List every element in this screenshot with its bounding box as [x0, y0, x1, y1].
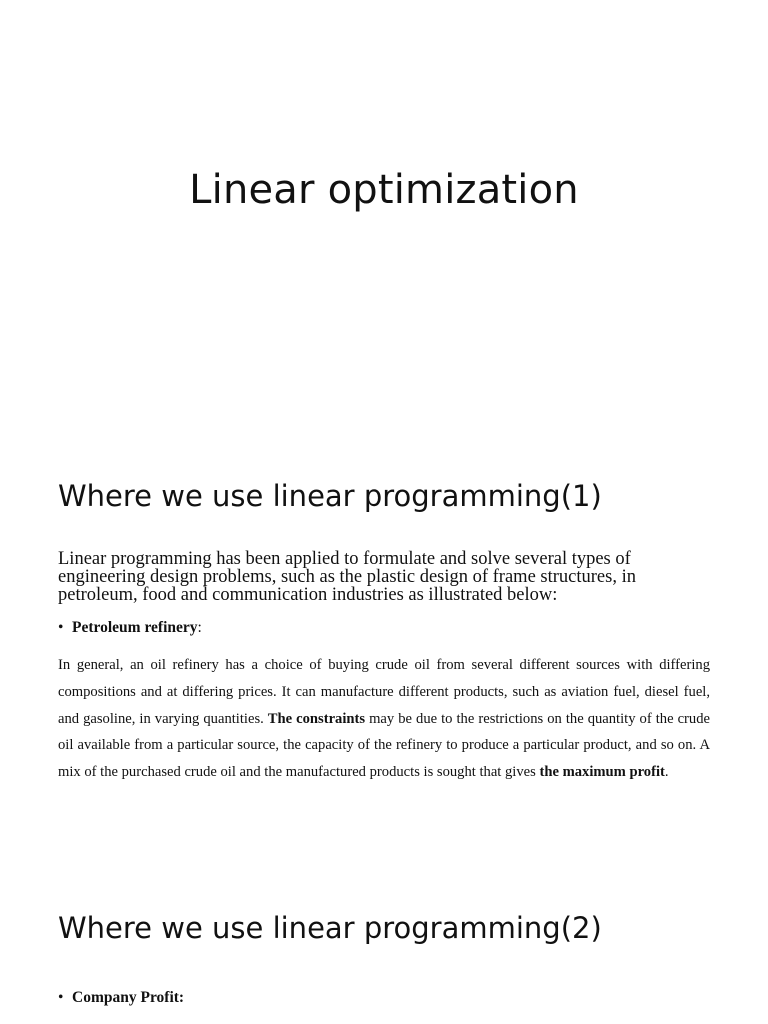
paragraph-end: .: [664, 764, 669, 781]
bullet-marker: •: [58, 989, 64, 1006]
slide-heading: Where we use linear programming(2): [58, 911, 602, 945]
slide-heading: Where we use linear programming(1): [58, 479, 602, 513]
slide-applications-1: [0, 440, 768, 870]
bullet-marker: •: [58, 619, 64, 636]
slide-title: [0, 0, 768, 440]
paragraph-text: may be due to the restrictions on the quantity of the crude oil available from a particular source, the capacity of the refinery to produce a particular product, and so on. A mix of the purchased crude oil and the manufactured products is sought that gives: [58, 710, 710, 781]
slide-applications-2: [0, 870, 768, 1024]
bullet-label: Company Profit:: [72, 989, 185, 1006]
bullet-label: Petroleum refinery: [72, 619, 198, 636]
bullet-item-company-profit: [58, 988, 184, 1008]
paragraph-text: In general, an oil refinery has a choice of buying crude oil from several different sources with differing compositions and at differing prices. It can manufacture different products, such as aviation fuel, diesel fuel, and gasoline, in varying quantities.: [58, 657, 710, 727]
presentation-title: Linear optimization: [189, 167, 579, 213]
refinery-paragraph: [58, 652, 710, 786]
emphasis-constraints: The constraints: [267, 710, 366, 727]
bullet-suffix: :: [197, 619, 202, 636]
emphasis-maximum-profit: the maximum profit: [539, 764, 665, 781]
bullet-item-petroleum: [58, 618, 202, 638]
intro-paragraph: Linear programming has been applied to formulate and solve several types of engineering design problems, such as the plastic design of frame structures, in petroleum, food and communication industries as illustrated below:: [58, 549, 636, 605]
